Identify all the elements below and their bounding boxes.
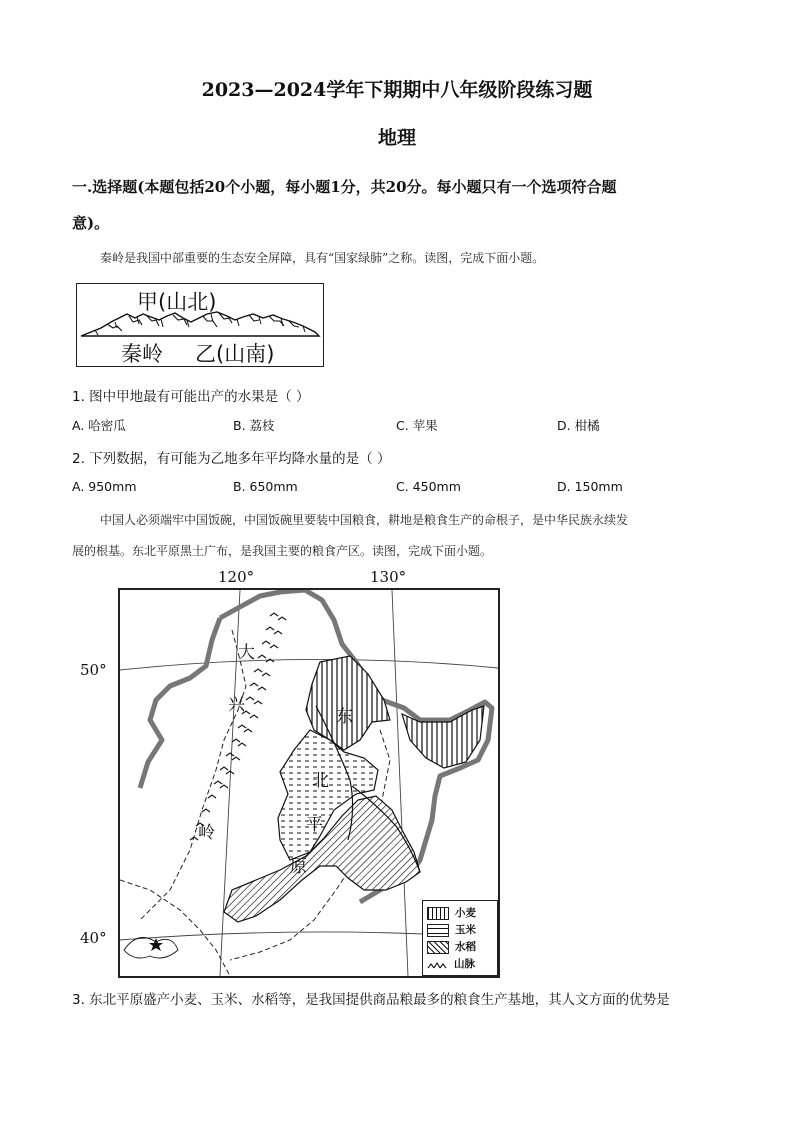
q2-option-d: D. 150mm (557, 479, 623, 494)
question-3-stem: 3. 东北平原盛产小麦、玉米、水稻等，是我国提供商品粮最多的粮食生产基地，其人文方面的优势是 (72, 992, 670, 1008)
wheat-swatch (427, 907, 449, 920)
range-char-xing: 兴 (228, 695, 245, 715)
section-heading-line1: 一.选择题(本题包括20个小题，每小题1分，共20分。每小题只有一个选项符合题 (72, 178, 617, 196)
corn-swatch (427, 924, 449, 937)
q1-option-b: B. 荔枝 (233, 418, 275, 433)
range-char-ling: 岭 (198, 823, 215, 843)
subject-title: 地理 (377, 127, 416, 149)
q2-option-b: B. 650mm (233, 479, 298, 494)
map-legend (422, 900, 498, 976)
legend-label-mountain: 山脉 (454, 958, 475, 970)
legend-row-mountain (427, 956, 475, 971)
lon-label-120: 120° (218, 568, 255, 586)
plain-char-yuan: 原 (290, 857, 307, 877)
question-2-stem: 2. 下列数据，有可能为乙地多年平均降水量的是（ ） (72, 451, 391, 467)
figure-label-jia: 甲(山北) (137, 290, 217, 314)
lat-label-50: 50° (80, 661, 107, 679)
q1-option-a: A. 哈密瓜 (72, 418, 126, 433)
q2-option-c: C. 450mm (396, 479, 461, 494)
question-1-stem: 1. 图中甲地最有可能出产的水果是（ ） (72, 389, 310, 405)
legend-label-wheat: 小麦 (455, 907, 476, 919)
legend-label-rice: 水稻 (455, 941, 476, 953)
group2-intro-line2: 展的根基。东北平原黑土广布，是我国主要的粮食产区。读图，完成下面小题。 (72, 544, 493, 558)
lon-label-130: 130° (370, 568, 407, 586)
q1-option-d: D. 柑橘 (557, 418, 600, 433)
section-heading-line2: 意)。 (72, 214, 110, 232)
group1-intro: 秦岭是我国中部重要的生态安全屏障，具有“国家绿肺”之称。读图，完成下面小题。 (100, 251, 545, 265)
group2-intro-line1: 中国人必须端牢中国饭碗，中国饭碗里要装中国粮食，耕地是粮食生产的命根子，是中华民族永续发 (100, 513, 629, 527)
legend-label-corn: 玉米 (455, 924, 476, 936)
plain-char-bei: 北 (312, 771, 329, 791)
rice-swatch (427, 941, 449, 954)
legend-row-corn (427, 922, 476, 937)
legend-row-wheat (427, 905, 476, 920)
q1-option-c: C. 苹果 (396, 418, 438, 433)
lat-label-40: 40° (80, 929, 107, 947)
plain-char-dong: 东 (336, 707, 353, 727)
plain-char-ping: 平 (306, 815, 323, 835)
qinling-figure (76, 283, 324, 367)
figure-label-yi: 乙(山南) (195, 342, 275, 366)
northeast-plain-map (118, 588, 500, 978)
mountain-icon (427, 959, 449, 970)
range-char-da: 大 (238, 643, 255, 663)
legend-row-rice (427, 939, 476, 954)
q2-option-a: A. 950mm (72, 479, 137, 494)
exam-title: 2023—2024学年下期期中八年级阶段练习题 (201, 79, 593, 101)
figure-label-qinling: 秦岭 (121, 342, 163, 366)
